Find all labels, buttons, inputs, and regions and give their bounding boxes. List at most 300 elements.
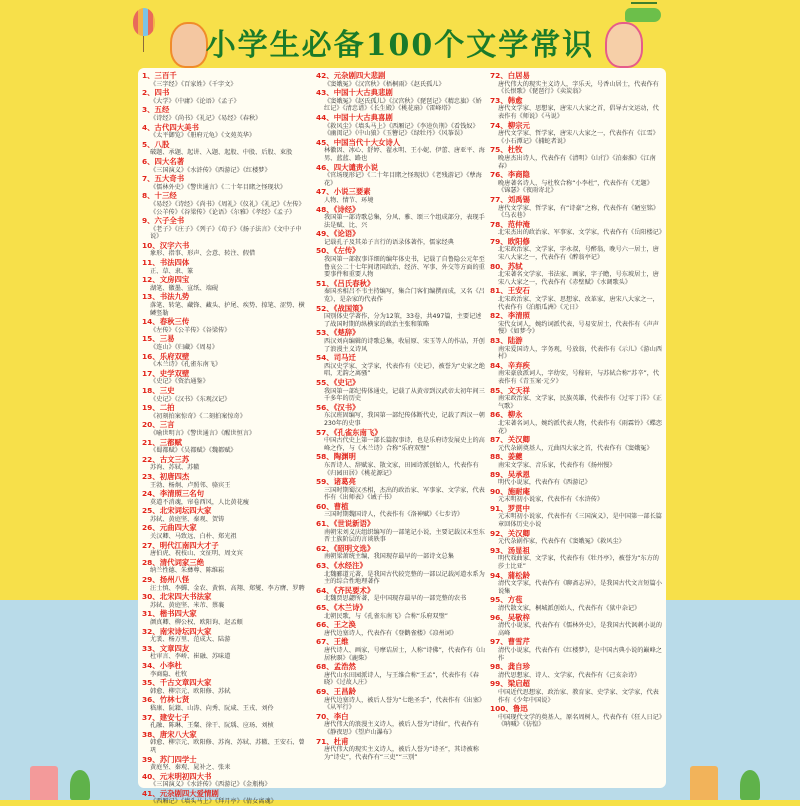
entry-body: 唐代边塞诗人，代表作有《登鹳雀楼》《凉州词》: [324, 629, 458, 637]
entry-body: 中国近代思想家、政治家、教育家、史学家、文学家，代表作有《少年中国说》: [498, 688, 659, 704]
entry-number: 18、: [142, 385, 160, 395]
entry-body: 清代文学家，代表作有《聊斋志异》，是我国古代文言短篇小说集: [498, 580, 662, 595]
entry-number: 63、: [316, 561, 334, 571]
entry-number: 28、: [142, 557, 160, 567]
entry-number: 70、: [316, 711, 334, 721]
entry-title: 鲁迅: [512, 704, 528, 714]
entry-body: 《木兰诗》《孔雀东南飞》: [150, 361, 222, 369]
entry-body: 南宋豪放派词人，字幼安，号稼轩，与苏轼合称“苏辛”，代表作有《青玉案·元夕》: [498, 370, 660, 385]
entry-item: [142, 662, 310, 678]
entry-number: 1、: [142, 71, 155, 80]
entry-heading: [142, 593, 310, 602]
entry-body: 北宋著名文学家、书法家、画家，字子瞻，号东坡居士，唐宋八大家之一，代表作有《赤壁赋》《水调歌头》: [498, 271, 659, 286]
entry-heading: [490, 221, 662, 230]
entry-number: 3、: [142, 105, 155, 115]
entry-body: 南宋文学家、音乐家，代表作有《扬州慢》: [498, 461, 616, 469]
entry-title: 小说三要素: [333, 187, 371, 197]
entry-item: [490, 312, 662, 336]
entry-body: 《易经》《诗经》《尚书》《周礼》《仪礼》《礼记》《左传》《公羊传》《谷梁传》《论语》《尔雅》《孝经》《孟子》: [150, 200, 305, 216]
entry-title: 书法九势: [159, 292, 190, 302]
entry-number: 42、: [316, 71, 334, 80]
entry-number: 14、: [142, 317, 160, 327]
entry-item: [142, 72, 310, 88]
entry-body: 《官场现形记》《二十年目睹之怪现状》《老残游记》《孽海花》: [324, 172, 482, 187]
entry-body: 我国第一部诗歌总集，分风、雅、颂三个组成部分，表现手法是赋、比、兴: [324, 214, 485, 229]
entry-item: [142, 421, 310, 437]
entry-heading: [490, 171, 662, 180]
entry-title: 《左传》: [333, 246, 360, 256]
entry-body: 李商隐、杜牧: [150, 670, 188, 678]
entry-number: 65、: [316, 603, 334, 612]
entry-body: 苏洵、苏轼、苏辙: [150, 464, 200, 472]
entry-item: [316, 114, 486, 138]
entry-item: [142, 217, 310, 241]
entry-title: 诸葛亮: [333, 477, 356, 487]
entry-body: 《蜀都赋》《吴都赋》《魏都赋》: [150, 447, 237, 455]
entry-item: [142, 559, 310, 575]
entry-body: 颜真卿、柳公权、欧阳询、赵孟頫: [150, 619, 243, 626]
entry-body: 南宋政治家、文学家，民族英雄，代表作有《过零丁洋》《正气歌》: [498, 395, 662, 410]
entry-body: 唐伯虎、祝枝山、文征明、周文宾: [150, 550, 243, 558]
entry-heading: [142, 175, 310, 184]
entry-body: 北宋杰出的政治家、军事家、文学家，代表作有《岳阳楼记》: [498, 229, 666, 237]
tree-icon: [740, 770, 760, 800]
entry-body: 三国时期蜀汉丞相，杰出的政治家、军事家、文学家，代表作有《出师表》《诫子书》: [324, 486, 485, 502]
entry-item: [142, 473, 310, 489]
entry-item: [316, 230, 486, 246]
entry-heading: [142, 507, 310, 516]
entry-body: 秦国丞相吕不韦主持编写，集合门客们编撰而成，又名《吕览》，是杂家的代表作: [324, 288, 485, 304]
entry-title: 史学双壁: [159, 368, 190, 378]
entry-item: [142, 524, 310, 540]
entry-heading: [490, 471, 662, 480]
entry-title: 梁启超: [507, 679, 530, 689]
entry-heading: [142, 387, 310, 396]
entry-title: 白居易: [507, 71, 530, 80]
entry-body: 北朝民歌，与《孔雀东南飞》合称“乐府双璧”: [324, 612, 448, 620]
entry-item: [142, 387, 310, 403]
entry-body: 北魏贾思勰所著，是中国现存最早的一部完整的农书: [324, 595, 467, 603]
entry-heading: [490, 387, 662, 396]
entry-number: 100、: [490, 704, 513, 714]
entry-title: 曹雪芹: [507, 637, 530, 647]
entry-item: [316, 379, 486, 403]
entry-title: 王昌龄: [333, 686, 356, 696]
entry-number: 20、: [142, 420, 160, 430]
entry-body: 北宋著名词人，婉约派代表人物，代表作有《雨霖铃》《蝶恋花》: [498, 419, 662, 435]
entry-heading: [142, 217, 310, 226]
entry-title: 四书: [154, 88, 170, 98]
entry-body: 唐代文学家、思想家，唐宋八大家之首，倡导古文运动，代表作有《师说》《马说》: [498, 105, 659, 120]
entry-body: 中国现代文学的奠基人，原名周树人，代表作有《狂人日记》《呐喊》《彷徨》: [498, 713, 662, 729]
entry-body: 《老子》《庄子》《列子》《荀子》《扬子法言》《文中子中说》: [150, 225, 302, 241]
entry-body: 唐代山水田园派诗人，与王维合称“王孟”，代表作有《春晓》《过故人庄》: [324, 671, 479, 687]
entry-item: [316, 247, 486, 278]
entry-number: 87、: [490, 435, 508, 445]
entry-number: 40、: [142, 771, 160, 781]
entry-item: [316, 713, 486, 737]
entry-item: [490, 411, 662, 435]
entry-title: 十三经: [154, 191, 177, 201]
entry-number: 26、: [142, 523, 160, 533]
entry-item: [490, 337, 662, 361]
entry-heading: [316, 89, 486, 98]
entry-number: 95、: [490, 595, 508, 605]
column-2: [316, 72, 486, 782]
entry-title: 《昭明文选》: [333, 543, 375, 553]
entry-number: 83、: [490, 336, 508, 345]
entry-body: 《三国演义》《水浒传》《西游记》《红楼梦》: [150, 166, 271, 174]
entry-item: [316, 429, 486, 453]
entry-body: 唐代边塞诗人，被后人誉为“七绝圣手”，代表作有《出塞》《从军行》: [324, 696, 486, 712]
entry-item: [490, 219, 666, 237]
entry-heading: [316, 604, 486, 613]
entry-title: 蒲松龄: [507, 570, 530, 580]
entry-item: [142, 293, 310, 317]
entry-heading: [142, 158, 310, 167]
entry-heading: [142, 276, 310, 285]
entry-body: 黄庭坚、秦观、晁补之、张耒: [150, 764, 231, 772]
entry-heading: [142, 335, 310, 344]
entry-heading: [316, 206, 486, 215]
entry-body: 象形、指事、形声、会意、转注、假借: [150, 250, 256, 258]
entry-item: [142, 576, 310, 592]
entry-number: 58、: [316, 452, 334, 462]
entry-heading: [142, 610, 310, 619]
entry-title: 中国十大古典喜剧: [333, 112, 393, 122]
entry-heading: [142, 473, 310, 482]
entry-number: 51、: [316, 278, 334, 288]
entry-title: 龚自珍: [507, 662, 530, 672]
entry-number: 12、: [142, 275, 160, 285]
entry-body: 唐代伟大的浪漫主义诗人，被后人誉为“诗仙”，代表作有《静夜思》《望庐山瀑布》: [324, 721, 479, 736]
entry-item: [142, 714, 310, 730]
entry-body: 王勃、杨炯、卢照邻、骆宾王: [150, 481, 231, 489]
entry-item: [490, 705, 662, 729]
entry-number: 55、: [316, 377, 334, 387]
entry-item: [142, 318, 310, 334]
entry-title: 柳宗元: [507, 120, 530, 130]
entry-title: 《楚辞》: [333, 328, 360, 338]
entry-number: 86、: [490, 410, 508, 420]
entry-item: [316, 404, 486, 428]
entry-title: 元杂剧四大爱情剧: [159, 788, 219, 798]
entry-body: 苏轼、黄庭坚、秦观、贺铸: [150, 515, 225, 523]
entry-heading: [316, 164, 486, 173]
entry-number: 24、: [142, 489, 160, 499]
entry-title: 王之涣: [333, 620, 356, 630]
entry-body: 韩愈、柳宗元、欧阳修、苏轼: [150, 687, 231, 695]
entry-title: 中国当代十大女诗人: [333, 137, 401, 147]
content-sheet: [138, 68, 666, 806]
entry-title: 韩愈: [507, 95, 523, 105]
entry-heading: [142, 542, 310, 551]
entry-heading: [142, 662, 310, 671]
entry-title: 李清照三名句: [159, 489, 205, 499]
entry-item: [490, 362, 662, 386]
entry-number: 69、: [316, 686, 334, 696]
entry-item: [142, 335, 310, 351]
entry-heading: [142, 293, 310, 302]
entry-number: 30、: [142, 592, 160, 602]
entry-heading: [490, 263, 662, 272]
entry-number: 47、: [316, 187, 334, 197]
entry-title: 汤显祖: [507, 545, 530, 555]
column-1: [142, 71, 310, 806]
entry-item: [316, 562, 486, 586]
entry-item: [490, 196, 662, 220]
entry-title: 三史: [159, 385, 175, 395]
entry-number: 23、: [142, 471, 160, 481]
entry-item: [142, 89, 310, 105]
entry-item: [142, 696, 310, 712]
entry-title: 八股: [154, 139, 170, 149]
entry-title: 刘禹锡: [507, 194, 530, 204]
entry-number: 38、: [142, 729, 160, 739]
entry-body: 唐代文学家、哲学家，有“诗豪”之称，代表作有《陋室铭》《乌衣巷》: [498, 204, 660, 220]
entry-item: [316, 72, 486, 88]
entry-title: 三言: [159, 420, 175, 430]
entry-number: 93、: [490, 545, 508, 555]
entry-item: [490, 638, 662, 662]
entry-heading: [490, 312, 662, 321]
entry-body: 孔融、陈琳、王粲、徐干、阮瑀、应玚、刘桢: [150, 722, 274, 730]
entry-item: [142, 679, 310, 695]
entry-item: [142, 353, 310, 369]
house-icon: [30, 766, 58, 800]
entry-item: [490, 387, 662, 411]
entry-heading: [490, 680, 662, 689]
entry-title: 陆游: [507, 336, 523, 345]
entry-heading: [142, 524, 310, 533]
entry-item: [142, 259, 310, 275]
entry-body: 北宋政治家、文学家，字永叔，号醉翁，晚号六一居士，唐宋八大家之一，代表作有《醉翁亭记》: [498, 246, 659, 262]
entry-body: 《三国演义》《水浒传》《西游记》《金瓶梅》: [150, 781, 271, 789]
entry-title: 文章四友: [159, 643, 190, 653]
entry-body: 北宋政治家、文学家、思想家、改革家，唐宋八大家之一，代表作有《泊船瓜洲》《元日》: [498, 296, 659, 311]
entry-number: 75、: [490, 145, 508, 155]
entry-body: 《大学》《中庸》《论语》《孟子》: [150, 97, 240, 105]
entry-number: 7、: [142, 174, 155, 184]
entry-item: [142, 106, 310, 122]
entry-heading: [316, 663, 486, 672]
entry-body: 明代戏曲家、文学家，代表作有《牡丹亭》，被誉为“东方的莎士比亚”: [498, 555, 659, 571]
entry-number: 10、: [142, 240, 160, 250]
entry-number: 25、: [142, 506, 160, 516]
entry-number: 54、: [316, 353, 334, 363]
entry-number: 92、: [490, 528, 508, 538]
entry-number: 94、: [490, 570, 508, 580]
entry-title: 古文三苏: [159, 454, 190, 464]
entry-title: 关汉卿: [507, 528, 530, 538]
entry-item: [490, 680, 662, 704]
entry-title: 三都赋: [159, 437, 182, 447]
entry-number: 81、: [490, 286, 508, 296]
entry-number: 61、: [316, 519, 334, 529]
entry-item: [490, 263, 662, 287]
entry-body: 《喻世明言》《警世通言》《醒世恒言》: [150, 429, 256, 437]
entry-number: 16、: [142, 351, 160, 361]
entry-heading: [316, 247, 486, 256]
entry-number: 41、: [142, 788, 160, 798]
entry-heading: [490, 614, 662, 623]
entry-body: 东汉班固编写，我国第一部纪传体断代史，记载了西汉一朝230年的史事: [324, 412, 485, 427]
entry-body: 宋代女词人，婉约词派代表，号易安居士，代表作有《声声慢》《如梦令》: [498, 320, 659, 336]
entry-heading: [490, 436, 662, 445]
entry-heading: [142, 259, 310, 268]
entry-number: 35、: [142, 678, 160, 688]
entry-body: 国别体史学著作，分为12策，33卷，共497篇，主要记述了战国时期的纵横家的政治主张和策略: [324, 313, 482, 328]
entry-number: 32、: [142, 626, 160, 636]
footer-decoration: [0, 735, 800, 800]
entry-heading: [490, 122, 662, 131]
entry-item: [142, 192, 310, 216]
entry-number: 13、: [142, 292, 160, 302]
entry-number: 31、: [142, 609, 160, 619]
entry-heading: [490, 530, 662, 539]
entry-item: [142, 490, 310, 506]
entry-item: [142, 593, 310, 609]
entry-number: 15、: [142, 334, 160, 344]
entry-number: 36、: [142, 695, 160, 705]
entry-body: 记载孔子及其弟子言行的语录体著作，儒家经典: [324, 238, 454, 246]
entry-number: 79、: [490, 236, 508, 246]
entry-item: [316, 305, 486, 329]
entry-item: [316, 663, 486, 687]
entry-number: 64、: [316, 585, 334, 595]
entry-heading: [316, 379, 486, 388]
entry-title: 楷书四大家: [159, 609, 197, 619]
entry-body: 晚唐杰出诗人，代表作有《清明》《山行》《泊秦淮》《江南春》: [498, 154, 656, 170]
entry-body: 杜审言、李峤、崔融、苏味道: [150, 653, 231, 661]
entry-number: 48、: [316, 204, 334, 214]
entry-item: [490, 171, 662, 195]
entry-title: 柳永: [507, 410, 523, 420]
entry-body: 我国第一部纪传体通史，记载了从黄帝到汉武帝太初年间三千多年的历史: [324, 387, 485, 403]
entry-number: 72、: [490, 71, 508, 80]
entry-number: 82、: [490, 311, 508, 321]
entry-title: 唐宋八大家: [159, 729, 197, 739]
entry-body: 《儒林外史》《警世通言》《二十年目睹之怪现状》: [150, 183, 287, 191]
entry-number: 29、: [142, 575, 160, 585]
entry-number: 57、: [316, 427, 334, 437]
entry-heading: [142, 89, 310, 98]
entry-heading: [142, 576, 310, 585]
entry-title: 《战国策》: [333, 303, 367, 313]
entry-item: [316, 621, 486, 637]
entry-title: 三易: [159, 334, 175, 344]
house-icon: [690, 766, 718, 800]
entry-body: 东晋诗人、辞赋家、散文家，田园诗派创始人，代表作有《归园田居》《桃花源记》: [324, 461, 479, 477]
entry-title: 《孔雀东南飞》: [333, 427, 382, 437]
entry-heading: [142, 421, 310, 430]
entry-item: [316, 89, 486, 113]
entry-title: 苏门四学士: [159, 754, 197, 764]
entry-heading: [142, 404, 310, 413]
entry-body: 《太平御览》《册府元龟》《文苑英华》: [150, 132, 256, 140]
entry-number: 45、: [316, 137, 334, 147]
entry-number: 11、: [142, 258, 160, 268]
entry-item: [490, 663, 662, 679]
entry-number: 39、: [142, 754, 160, 764]
entry-number: 97、: [490, 637, 508, 647]
entry-heading: [316, 305, 486, 314]
entry-title: 清代词家三绝: [159, 557, 205, 567]
entry-number: 91、: [490, 503, 508, 513]
tree-icon: [70, 770, 90, 800]
entry-item: [490, 596, 662, 612]
entry-heading: [490, 411, 662, 420]
entry-number: 17、: [142, 368, 160, 378]
entry-body: 《左传》《公羊传》《谷梁传》: [150, 326, 231, 334]
entry-body: 《史记》《汉书》《东观汉记》: [150, 395, 231, 403]
entry-title: 罗贯中: [507, 503, 530, 513]
entry-item: [490, 572, 662, 596]
entry-item: [316, 688, 486, 712]
entry-heading: [316, 114, 486, 123]
entry-item: [142, 456, 310, 472]
entry-heading: [490, 72, 662, 81]
entry-title: 四大名著: [154, 156, 185, 166]
entry-item: [316, 520, 486, 544]
entry-item: [142, 610, 310, 626]
entry-item: [142, 439, 310, 455]
entry-item: [490, 614, 662, 638]
entry-title: 欧阳修: [507, 236, 530, 246]
entry-body: 元末明初小说家，代表作有《水浒传》: [498, 496, 604, 504]
entry-heading: [142, 353, 310, 362]
entry-body: 清代小说家，代表作有《儒林外史》，是我国古代讽刺小说的高峰: [498, 622, 662, 637]
entry-title: 初唐四杰: [159, 471, 190, 481]
entry-heading: [142, 696, 310, 705]
entry-title: 六子全书: [154, 216, 185, 226]
entry-number: 22、: [142, 454, 160, 464]
entry-number: 67、: [316, 637, 334, 647]
entry-title: 书法四体: [159, 258, 190, 268]
entry-heading: [490, 196, 662, 205]
entry-number: 50、: [316, 246, 334, 256]
entry-number: 53、: [316, 328, 334, 338]
entry-title: 关汉卿: [507, 435, 530, 445]
entry-number: 60、: [316, 501, 334, 511]
entry-body: 三国时期魏国诗人，代表作有《洛神赋》《七步诗》: [324, 511, 464, 519]
entry-item: [142, 370, 310, 386]
entry-title: 元曲四大家: [159, 523, 197, 533]
entry-number: 68、: [316, 662, 334, 672]
entry-number: 80、: [490, 261, 508, 271]
entry-number: 73、: [490, 95, 508, 105]
entry-body: 唐代诗人、画家，号摩诘居士，人称“诗佛”，代表作有《山居秋暝》《鹿柴》: [324, 646, 486, 662]
poster-title-wrap: [160, 26, 640, 66]
entry-body: 《西厢记》《墙头马上》《拜月亭》《倩女离魂》: [150, 798, 277, 806]
entry-body: 纳兰性德、朱彝尊、陈维崧: [150, 567, 225, 575]
entry-title: 五大奇书: [154, 174, 185, 184]
entry-body: 韩愈、柳宗元、欧阳修、苏洵、苏轼、苏辙、王安石、曾巩: [150, 739, 305, 754]
helicopter-icon: [625, 8, 661, 22]
entry-title: 五经: [154, 105, 170, 115]
entry-title: 施耐庵: [507, 486, 530, 496]
entry-title: 陶渊明: [333, 452, 356, 462]
entry-item: [142, 276, 310, 292]
entry-body: 元代杂剧奠基人，元曲四大家之首，代表作有《窦娥冤》: [498, 444, 653, 452]
entry-heading: [316, 329, 486, 338]
entry-number: 33、: [142, 643, 160, 653]
entry-number: 43、: [316, 88, 334, 98]
entry-number: 44、: [316, 112, 334, 122]
entry-number: 21、: [142, 437, 160, 447]
entry-body: 明代小说家，代表作有《西游记》: [498, 479, 591, 487]
entry-title: 南宋诗坛四大家: [159, 626, 212, 636]
